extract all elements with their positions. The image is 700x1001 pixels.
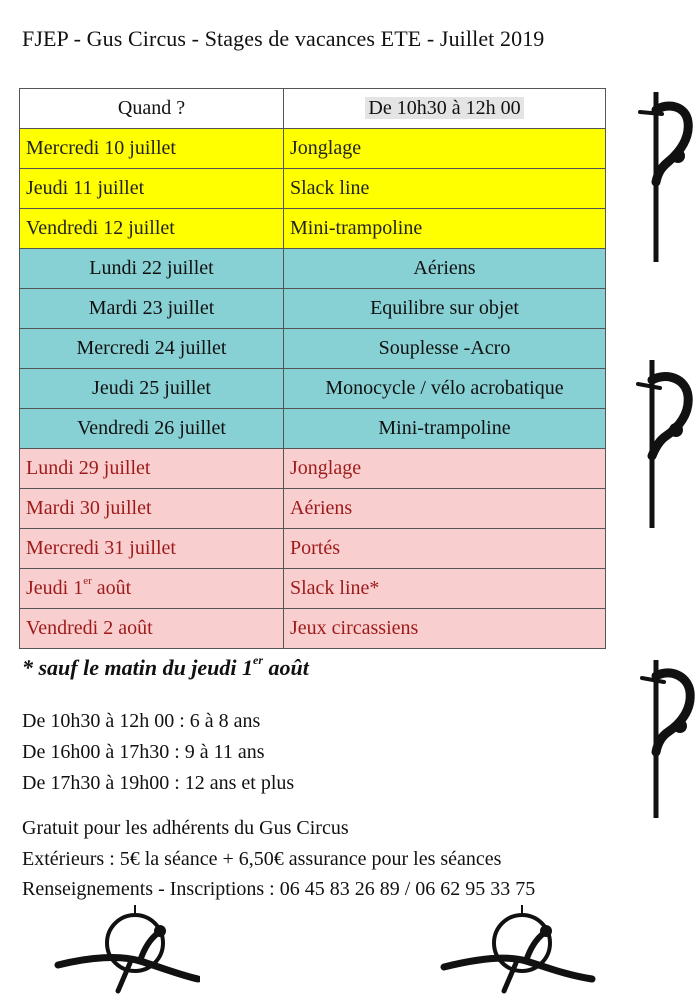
activity-cell: Equilibre sur objet xyxy=(284,289,606,329)
external-price-info: Extérieurs : 5€ la séance + 6,50€ assurance pour les séances xyxy=(22,847,502,870)
table-row xyxy=(20,329,606,369)
table-row xyxy=(20,129,606,169)
aerial-silk-artist-icon xyxy=(628,92,700,267)
day-cell: Mercredi 31 juillet xyxy=(20,529,284,569)
header-time xyxy=(284,89,606,129)
day-superscript: er xyxy=(83,575,92,587)
day-cell: Lundi 29 juillet xyxy=(20,449,284,489)
activity-cell: Slack line xyxy=(284,169,606,209)
aerial-silk-artist-icon xyxy=(628,360,700,530)
aerial-silk-artist-icon xyxy=(628,660,700,820)
day-cell: Mercredi 10 juillet xyxy=(20,129,284,169)
activity-cell: Souplesse -Acro xyxy=(284,329,606,369)
footnote-prefix: * sauf le matin du jeudi 1 xyxy=(22,655,254,680)
age-groups xyxy=(22,706,294,799)
day-cell: Vendredi 26 juillet xyxy=(20,409,284,449)
activity-cell: Slack line* xyxy=(284,569,606,609)
table-row xyxy=(20,169,606,209)
table-row xyxy=(20,289,606,329)
table-row xyxy=(20,409,606,449)
header-when-label: Quand ? xyxy=(117,97,186,119)
footnote-suffix: août xyxy=(263,655,309,680)
activity-cell: Jonglage xyxy=(284,449,606,489)
day-cell: Mardi 30 juillet xyxy=(20,489,284,529)
aerial-hoop-artist-icon xyxy=(40,905,200,997)
table-header-row xyxy=(20,89,606,129)
table-row xyxy=(20,529,606,569)
header-time-label: De 10h30 à 12h 00 xyxy=(365,97,523,119)
table-row xyxy=(20,449,606,489)
info-block xyxy=(22,813,535,905)
activity-cell: Aériens xyxy=(284,489,606,529)
day-cell xyxy=(20,569,284,609)
table-row xyxy=(20,209,606,249)
day-cell: Jeudi 25 juillet xyxy=(20,369,284,409)
day-cell: Jeudi 11 juillet xyxy=(20,169,284,209)
day-cell: Mardi 23 juillet xyxy=(20,289,284,329)
day-cell: Vendredi 12 juillet xyxy=(20,209,284,249)
day-cell: Vendredi 2 août xyxy=(20,609,284,649)
day-suffix: août xyxy=(91,577,132,599)
table-row xyxy=(20,489,606,529)
footnote-superscript: er xyxy=(253,653,264,667)
table-row xyxy=(20,249,606,289)
day-cell: Lundi 22 juillet xyxy=(20,249,284,289)
contact-info: Renseignements - Inscriptions : 06 45 83 26 89 / 06 62 95 33 75 xyxy=(22,878,536,900)
schedule-table xyxy=(19,88,606,649)
age-group-line: De 17h30 à 19h00 : 12 ans et plus xyxy=(22,772,295,794)
table-row xyxy=(20,609,606,649)
table-row xyxy=(20,569,606,609)
age-group-line: De 10h30 à 12h 00 : 6 à 8 ans xyxy=(22,710,261,732)
day-cell: Mercredi 24 juillet xyxy=(20,329,284,369)
activity-cell: Jeux circassiens xyxy=(284,609,606,649)
page-title: FJEP - Gus Circus - Stages de vacances ETE - Juillet 2019 xyxy=(22,26,545,51)
free-info: Gratuit pour les adhérents du Gus Circus xyxy=(22,817,349,839)
activity-cell: Aériens xyxy=(284,249,606,289)
day-prefix: Jeudi 1 xyxy=(26,577,84,599)
activity-cell: Monocycle / vélo acrobatique xyxy=(284,369,606,409)
activity-cell: Jonglage xyxy=(284,129,606,169)
table-row xyxy=(20,369,606,409)
age-group-line: De 16h00 à 17h30 : 9 à 11 ans xyxy=(22,741,265,763)
activity-cell: Mini-trampoline xyxy=(284,209,606,249)
activity-cell: Mini-trampoline xyxy=(284,409,606,449)
header-when xyxy=(20,89,284,129)
footnote xyxy=(22,655,309,681)
activity-cell: Portés xyxy=(284,529,606,569)
aerial-hoop-artist-icon xyxy=(440,905,600,997)
